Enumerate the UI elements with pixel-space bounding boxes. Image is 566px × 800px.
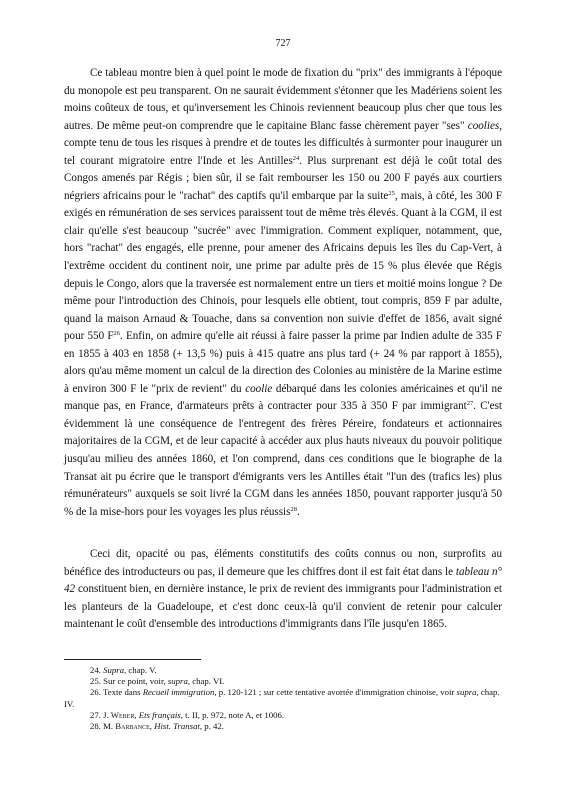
text: débarqué dans les colonies américaines et qu'il ne manque pas, en France, d'armateurs prêts à contracter pour 335 à 350 F par immigrant: [64, 382, 502, 413]
footnote-text: Sur ce point, voir,: [103, 676, 168, 687]
text: . Plus surprenant est déjà le coût total des Congos amenés par Régis ; bien sûr, il se fait rembourser les 150 ou 200 F payés aux courtiers négriers africains pour le "rachat" des captifs qu'il embarque par la suite: [64, 154, 502, 202]
text: constituent bien, en dernière instance, le prix de revient des immigrants pour l'administration et les planteurs de la Guadeloupe, et c'est donc ceux-là qu'il convient de retenir pour calculer maintenant le coût d'ensemble des introductions d'immigrants dans l'île jusqu'en 1865.: [64, 583, 502, 631]
footnote-text: , chap. V.: [124, 665, 157, 675]
footnote-26: [64, 687, 502, 709]
footnote-text: , p. 42.: [199, 721, 224, 732]
footnotes: [64, 665, 502, 732]
footnote-italic: Hist. Transat: [154, 721, 200, 732]
footnote-number: 25.: [90, 676, 101, 687]
footnote-number: 24.: [90, 665, 101, 675]
text-italic: tableau n° 42: [64, 565, 502, 596]
text: Ce tableau montre bien à quel point le mode de fixation du "prix" des immigrants à l'époque du monopole est peu transparent. On ne saurait évidemment s'étonner que les Madériens soient les moins coûteux de tous, et qu'inversement les Chinois reviennent beaucoup plus cher que tous les autres. De même peut-on comprendre que le capitaine Blanc fasse chèrement payer "ses": [64, 67, 502, 132]
paragraph-2: [64, 546, 502, 634]
text: . Enfin, on admire qu'elle ait réussi à faire passer la prime par Indien adulte de 335 F en 1855 à 403 en 1858 (+ 13,5 %) puis à 415 quatre ans plus tard (+ 24 % par rapport à 1855), alors qu'au même moment un calcul de la direction des Colonies au ministère de la Marine estime à environ 300 F le "prix de revient" du: [64, 330, 502, 395]
footnote-number: 27.: [90, 709, 101, 720]
footnote-italic: Ets français: [138, 709, 181, 720]
text: , compte tenu de tous les risques à prendre et de toutes les difficultés à surmonter pour inaugurer un tel courant migratoire entre l'Inde et les Antilles: [64, 119, 502, 167]
footnote-text: , chap. IV.: [64, 687, 500, 709]
text: Ceci dit, opacité ou pas, éléments constitutifs des coûts connus ou non, surprofits au bénéfice des introducteurs ou pas, il demeure que les chiffres dont il est fait état dans le: [64, 548, 502, 578]
footnote-25: [64, 676, 502, 687]
footnote-text: Texte dans: [102, 687, 143, 698]
footnote-text: , p. 120-121 ; sur cette tentative avortée d'immigration chinoise, voir: [214, 687, 457, 698]
footnote-ref[interactable]: 27: [466, 400, 474, 408]
text: .: [296, 505, 300, 518]
text-italic: coolie: [245, 382, 273, 395]
footnote-author: M. Barbance,: [103, 721, 155, 732]
text: . C'est évidemment là une conséquence de l'entregent des frères Péreire, fondateurs et actionnaires majoritaires de la CGM, et de leur capacité à accéder aux plus hauts niveaux du pouvoir politique jusqu'au milieu des années 1860, et l'on comprend, dans ces conditions que le biographe de la Transat ait pu écrire que le transport d'émigrants vers les Antilles était "l'un des (trafics les) plus rémunérateurs" auxquels se soit livré la CGM dans les années 1850, pouvant rapporter jusqu'à 50 % de la mise-hors pour les voyages les plus réussis: [64, 400, 502, 518]
footnote-text: , t. II, p. 972, note A, et 1006.: [180, 709, 285, 720]
footnote-italic: Supra: [103, 665, 125, 675]
footnote-27: [64, 710, 502, 721]
footnote-italic: supra: [167, 676, 188, 687]
footnote-ref[interactable]: 28: [290, 505, 297, 513]
footnote-number: 28.: [90, 721, 101, 732]
text: , mais, à côté, les 300 F exigés en rémunération de ses services paraissent tout de même très élevés. Quant à la CGM, il est clair qu'elle s'est beaucoup "sucrée" avec l'immigration. Comment expliquer, notamment, que, hors "rachat" des engagés, elle prenne, pour amener des Africains depuis les îles du Cap-Vert, à l'extrême occident du continent noir, une prime par adulte près de 15 % plus élevée que Régis depuis le Congo, alors que la traversée est normalement entre un tiers et moitié moins longue ? De même pour l'introduction des Chinois, pour lesquels elle obtient, tout compris, 859 F par adulte, quand la maison Arnaud & Touache, dans sa convention non suivie d'effet de 1856, avait signé pour 550 F: [64, 189, 502, 343]
footnote-ref[interactable]: 26: [113, 330, 121, 338]
footnote-text: , chap. VI.: [187, 676, 225, 687]
footnote-italic: supra: [456, 687, 477, 698]
footnote-separator: [64, 659, 201, 660]
footnote-italic: Recueil immigration: [142, 687, 215, 698]
text-italic: coolies: [467, 119, 500, 132]
footnote-24: [64, 665, 502, 676]
footnote-28: [64, 721, 502, 732]
footnote-ref[interactable]: 25: [388, 189, 395, 197]
footnote-number: 26.: [90, 687, 101, 698]
footnote-author: J. Weber,: [103, 709, 139, 720]
page-number: 727: [275, 38, 291, 49]
paragraph-1: [64, 65, 502, 521]
footnote-ref[interactable]: 24: [292, 154, 300, 162]
